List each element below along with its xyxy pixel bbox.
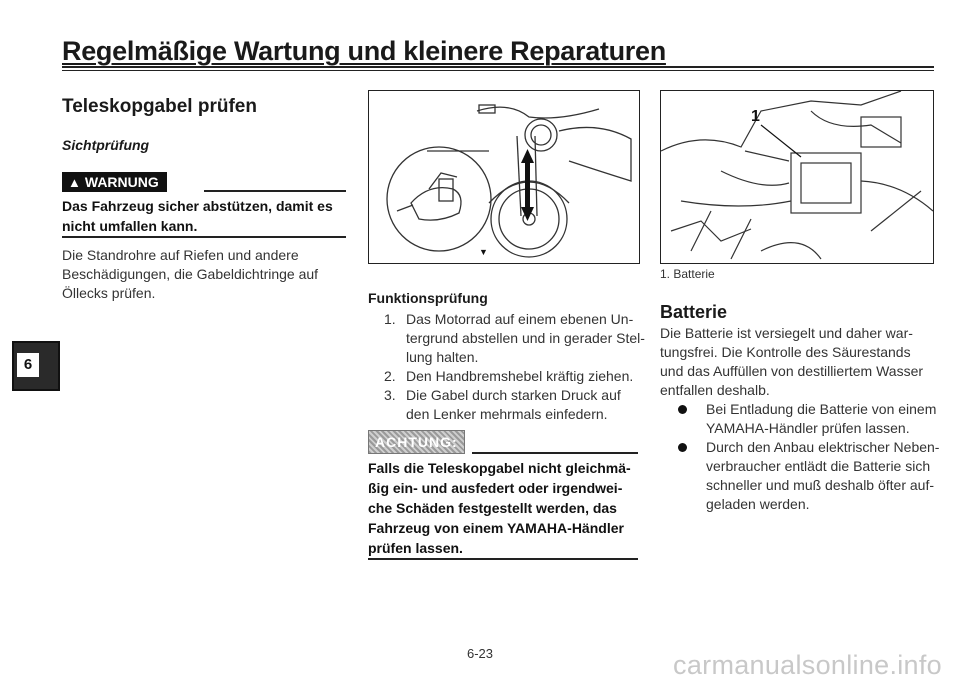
section-heading-teleskopgabel: Teleskopgabel prüfen [62, 96, 257, 117]
step-line: Die Gabel durch starken Druck auf [406, 387, 621, 403]
step-line: Den Handbremshebel kräftig ziehen. [406, 368, 634, 384]
step-line: den Lenker mehrmals einfedern. [406, 406, 608, 422]
figure-callout-1: 1 [751, 108, 760, 125]
bullet-dot-icon [678, 443, 687, 452]
title-rule [62, 66, 934, 68]
fork-check-figure [368, 90, 640, 264]
step-line: Das Motorrad auf einem ebenen Un- [406, 311, 634, 327]
bullet-line: schneller und muß deshalb öfter auf- [706, 477, 935, 493]
step-item [380, 310, 650, 367]
figure-caption-batterie: 1. Batterie [660, 267, 715, 281]
bullet-line: YAMAHA-Händler prüfen lassen. [706, 420, 910, 436]
warning-label: WARNUNG [84, 174, 159, 190]
bullet-line: Bei Entladung die Batterie von einem [706, 401, 937, 417]
bullet-line: geladen werden. [706, 496, 810, 512]
subheading-funktionspruefung: Funktionsprüfung [368, 290, 488, 306]
step-number: 2. [384, 368, 396, 384]
paragraph-line: tungsfrei. Die Kontrolle des Säurestands [660, 344, 911, 360]
warning-badge [62, 172, 167, 192]
battery-paragraph [660, 324, 950, 400]
svg-text:▼: ▼ [479, 247, 488, 257]
page-number: 6-23 [466, 646, 494, 661]
section-tab [12, 341, 60, 391]
step-item [380, 386, 650, 424]
caution-badge: ACHTUNG: [368, 430, 465, 454]
page-title: Regelmäßige Wartung und kleinere Reparaturen [62, 36, 666, 66]
visual-check-paragraph [62, 246, 362, 303]
warning-text-line: Das Fahrzeug sicher abstützen, damit es [62, 198, 333, 214]
section-heading-batterie: Batterie [660, 302, 728, 322]
caution-bottom-rule [368, 558, 638, 560]
caution-text-line: Falls die Teleskopgabel nicht gleichmä- [368, 460, 631, 476]
step-item [380, 367, 650, 386]
warning-text-line: nicht umfallen kann. [62, 218, 198, 234]
bullet-item [660, 438, 950, 514]
battery-figure [660, 90, 934, 264]
step-line: lung halten. [406, 349, 479, 365]
paragraph-line: Öllecks prüfen. [62, 285, 156, 301]
step-line: tergrund abstellen und in gerader Stel- [406, 330, 645, 346]
caution-text-line: Fahrzeug von einem YAMAHA-Händler [368, 520, 624, 536]
caution-text [368, 458, 648, 558]
watermark: carmanualsonline.info [673, 650, 942, 680]
bullet-line: verbraucher entlädt die Batterie sich [706, 458, 931, 474]
warning-triangle-icon: ▲ [68, 175, 81, 190]
paragraph-line: Beschädigungen, die Gabeldichtringe auf [62, 266, 319, 282]
title-rule-thin [62, 70, 934, 71]
warning-top-rule [204, 190, 346, 192]
bullet-item [660, 400, 950, 438]
bullet-dot-icon [678, 405, 687, 414]
step-number: 3. [384, 387, 396, 403]
paragraph-line: Die Batterie ist versiegelt und daher war- [660, 325, 913, 341]
caution-text-line: che Schäden festgestellt werden, das [368, 500, 617, 516]
step-number: 1. [384, 311, 396, 327]
warning-text [62, 196, 362, 236]
paragraph-line: Die Standrohre auf Riefen und andere [62, 247, 299, 263]
battery-bullets [660, 400, 950, 514]
function-check-steps [380, 310, 650, 424]
battery-illustration [661, 91, 933, 263]
paragraph-line: entfallen deshalb. [660, 382, 770, 398]
paragraph-line: und das Auffüllen von destilliertem Wasser [660, 363, 924, 379]
bullet-line: Durch den Anbau elektrischer Neben- [706, 439, 940, 455]
section-tab-label: 6 [17, 353, 39, 377]
warning-bottom-rule [62, 236, 346, 238]
motorcycle-fork-illustration [369, 91, 639, 263]
caution-text-line: ßig ein- und ausfedert oder irgendwei- [368, 480, 623, 496]
caution-text-line: prüfen lassen. [368, 540, 463, 556]
subheading-sichtpruefung: Sichtprüfung [62, 137, 150, 153]
caution-top-rule [472, 452, 638, 454]
